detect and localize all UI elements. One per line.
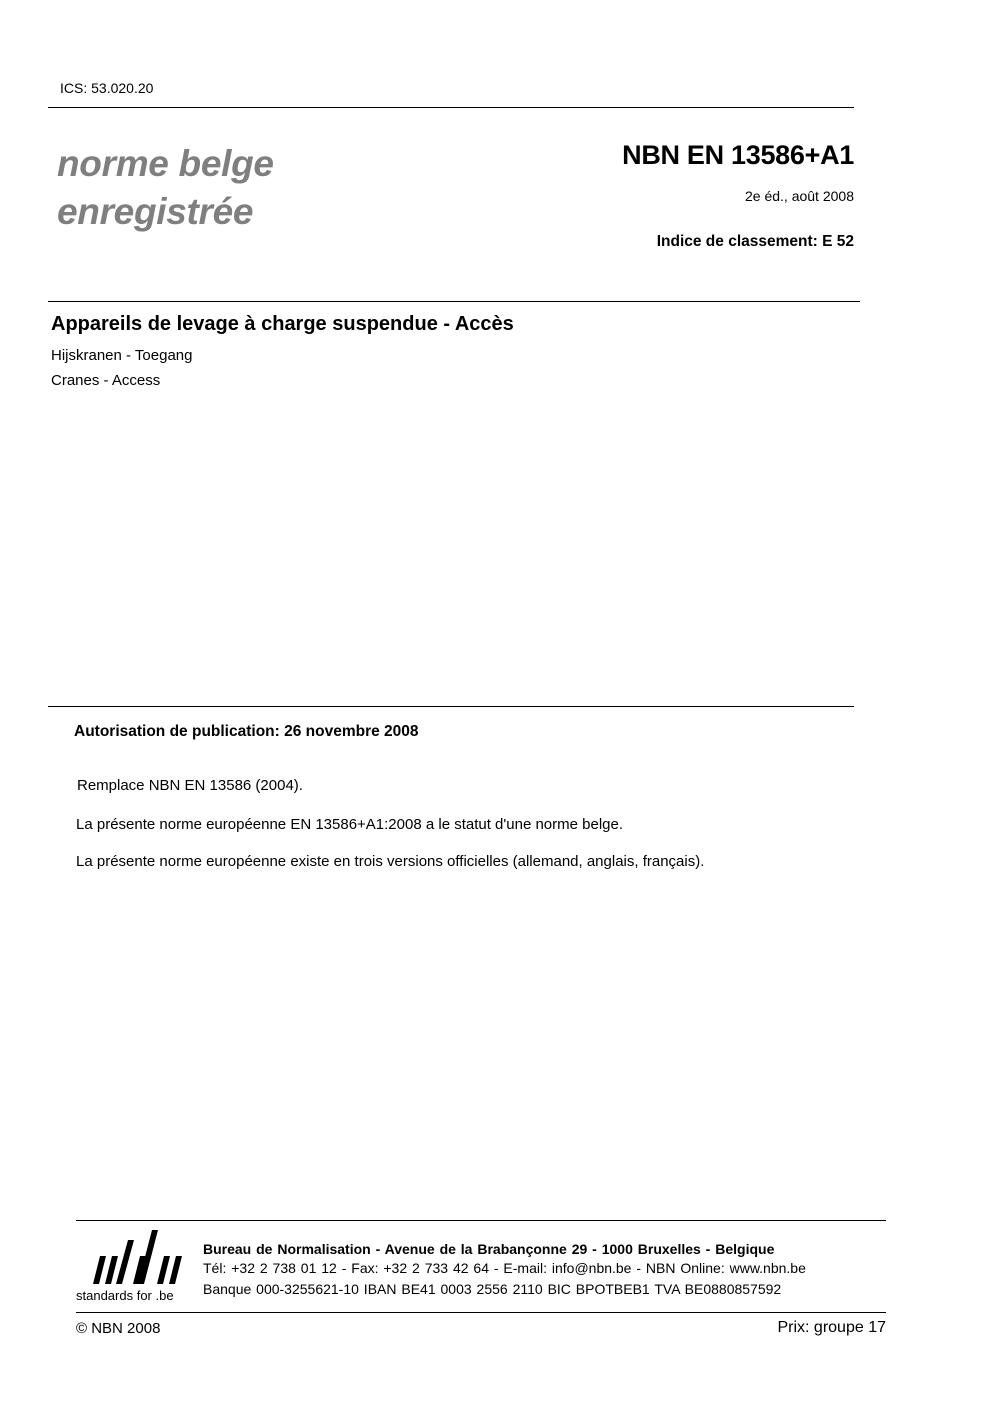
status-note: La présente norme européenne EN 13586+A1:2008 a le statut d'une norme belge. (76, 816, 624, 833)
price-group: Prix: groupe 17 (777, 1319, 886, 1336)
footer-top-rule (76, 1220, 886, 1221)
edition-date: 2e éd., août 2008 (745, 188, 854, 204)
title-top-rule (48, 301, 860, 302)
header-top-rule (48, 107, 854, 108)
nbn-logo (76, 1228, 188, 1306)
title-dutch: Hijskranen - Toegang (51, 347, 193, 364)
footer-contact: Tél: +32 2 738 01 12 - Fax: +32 2 733 42 64 - E-mail: info@nbn.be - NBN Online: www.nbn.be (203, 1260, 806, 1276)
footer-bank: Banque 000-3255621-10 IBAN BE41 0003 2556 2110 BIC BPOTBEB1 TVA BE0880857592 (203, 1281, 782, 1297)
norme-line-2: enregistrée (57, 191, 254, 232)
publication-authorisation: Autorisation de publication: 26 novembre 2008 (74, 723, 419, 740)
footer-address: Bureau de Normalisation - Avenue de la Brabançonne 29 - 1000 Bruxelles - Belgique (203, 1241, 775, 1257)
versions-note: La présente norme européenne existe en trois versions officielles (allemand, anglais, français). (76, 853, 705, 870)
norme-belge-heading (57, 140, 274, 236)
logo-tagline: standards for .be (76, 1288, 174, 1303)
title-english: Cranes - Access (51, 372, 161, 389)
classification-index: Indice de classement: E 52 (656, 233, 854, 250)
nbn-logo-mark-icon (76, 1228, 188, 1288)
body-top-rule (48, 706, 854, 707)
title-french: Appareils de levage à charge suspendue - Accès (51, 313, 514, 335)
norme-line-1: norme belge (57, 143, 274, 184)
replaces-note: Remplace NBN EN 13586 (2004). (77, 777, 303, 794)
standard-code: NBN EN 13586+A1 (622, 140, 854, 170)
ics-code: ICS: 53.020.20 (60, 80, 154, 96)
footer-bottom-rule (76, 1312, 886, 1313)
copyright: © NBN 2008 (76, 1320, 161, 1337)
